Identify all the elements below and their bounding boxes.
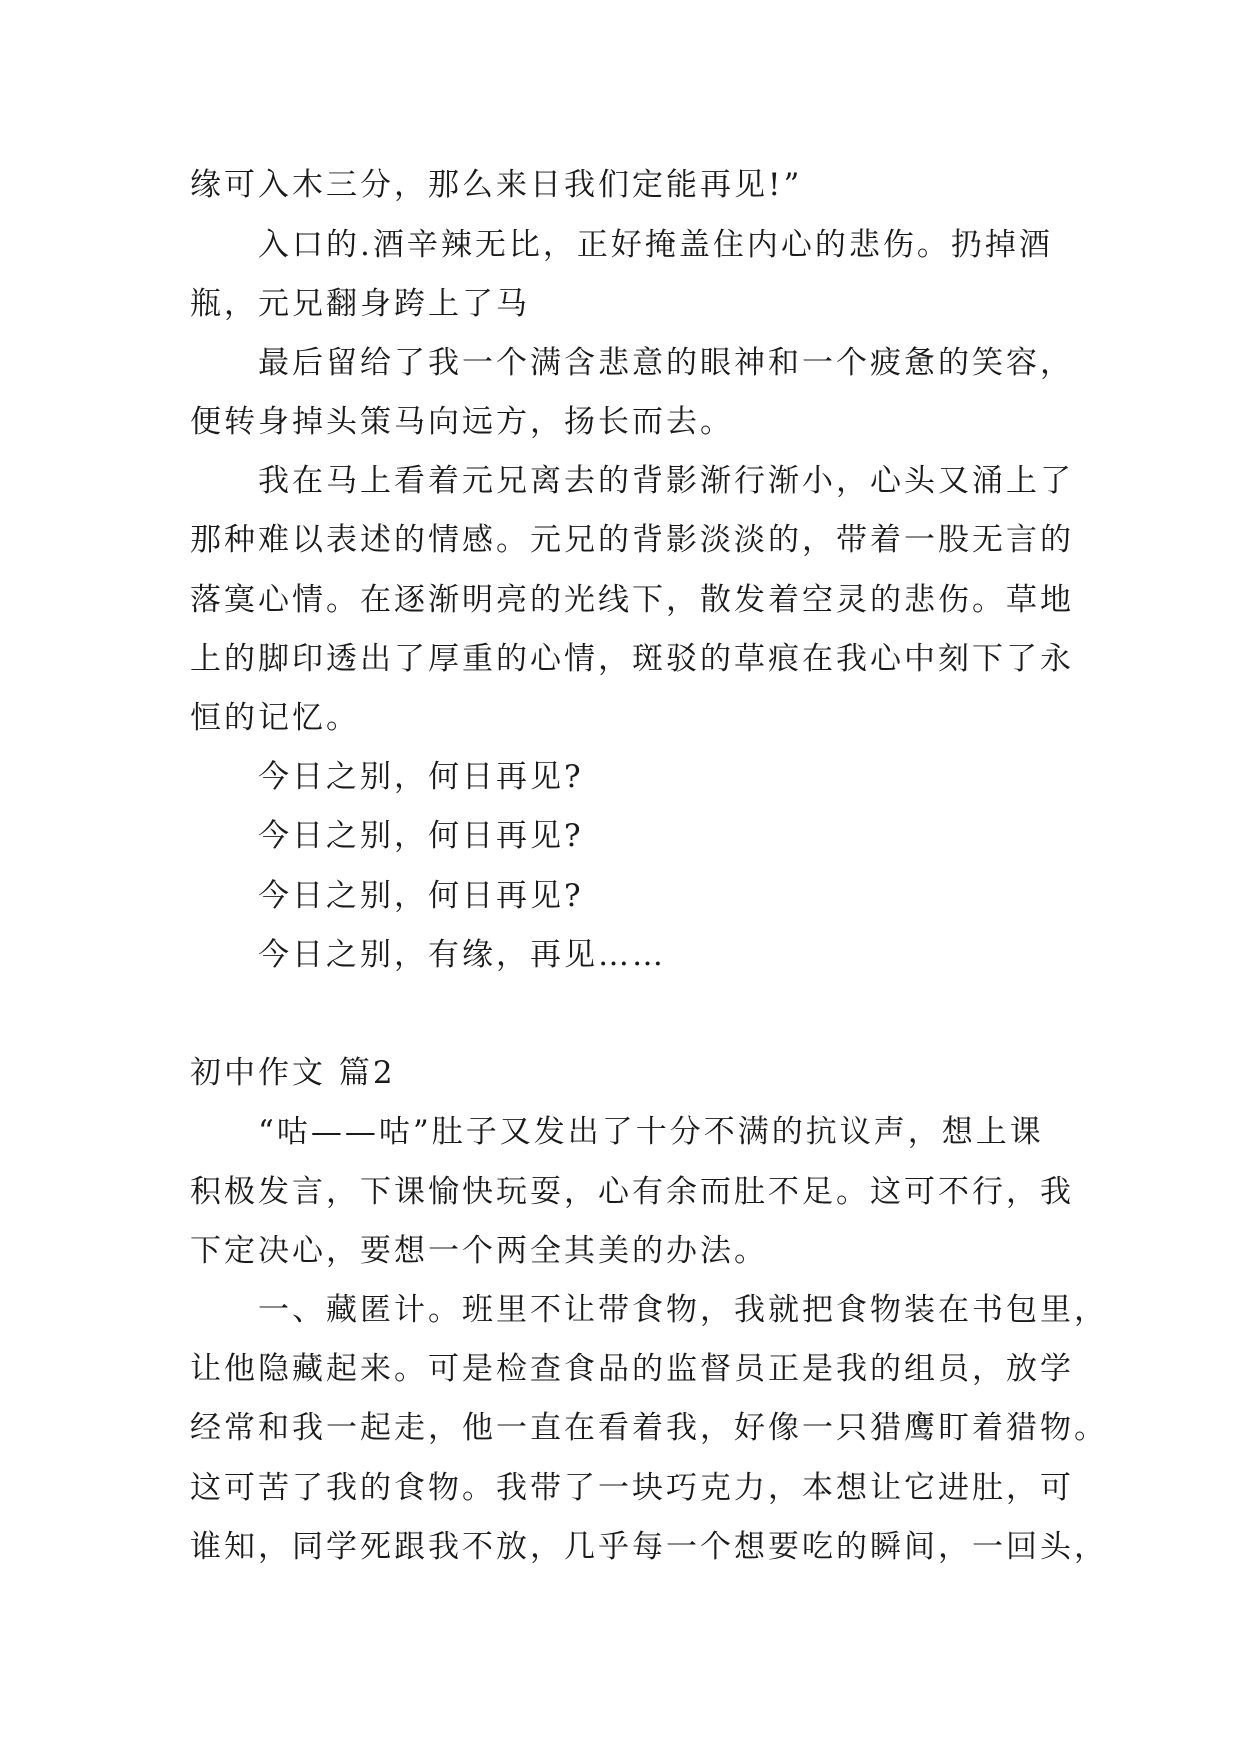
paragraph-line: 上的脚印透出了厚重的心情，斑驳的草痕在我心中刻下了永 [190,641,1074,677]
section-heading: 初中作文 篇2 [190,1055,396,1091]
paragraph-line: 积极发言，下课愉快玩耍，心有余而肚不足。这可不行，我 [190,1174,1074,1210]
paragraph-line: 那种难以表述的情感。元兄的背影淡淡的，带着一股无言的 [190,522,1074,558]
paragraph-line: 今日之别，何日再见? [258,759,584,795]
paragraph-line: 让他隐藏起来。可是检查食品的监督员正是我的组员，放学 [190,1351,1074,1387]
paragraph-line: 恒的记忆。 [190,700,360,736]
paragraph-line: 便转身掉头策马向远方，扬长而去。 [190,404,734,440]
paragraph-line: 一、藏匿计。班里不让带食物，我就把食物装在书包里， [258,1292,1108,1328]
paragraph-line: 落寞心情。在逐渐明亮的光线下，散发着空灵的悲伤。草地 [190,582,1074,618]
paragraph-line: 下定决心，要想一个两全其美的办法。 [190,1233,768,1269]
paragraph-line: 缘可入木三分，那么来日我们定能再见!” [190,167,803,203]
paragraph-line: “咕——咕”肚子又发出了十分不满的抗议声，想上课 [258,1114,1044,1150]
paragraph-line: 最后留给了我一个满含悲意的眼神和一个疲惫的笑容， [258,345,1074,381]
paragraph-line: 这可苦了我的食物。我带了一块巧克力，本想让它进肚，可 [190,1470,1074,1506]
paragraph-line: 谁知，同学死跟我不放，几乎每一个想要吃的瞬间，一回头， [190,1529,1108,1565]
paragraph-line: 我在马上看着元兄离去的背影渐行渐小，心头又涌上了 [258,463,1074,499]
paragraph-line: 今日之别，有缘，再见…… [258,937,666,973]
paragraph-line: 瓶，元兄翻身跨上了马 [190,286,530,322]
paragraph-line: 入口的.酒辛辣无比，正好掩盖住内心的悲伤。扔掉酒 [258,227,1053,263]
paragraph-line: 今日之别，何日再见? [258,878,584,914]
paragraph-line: 经常和我一起走，他一直在看着我，好像一只猎鹰盯着猎物。 [190,1410,1108,1446]
paragraph-line: 今日之别，何日再见? [258,818,584,854]
